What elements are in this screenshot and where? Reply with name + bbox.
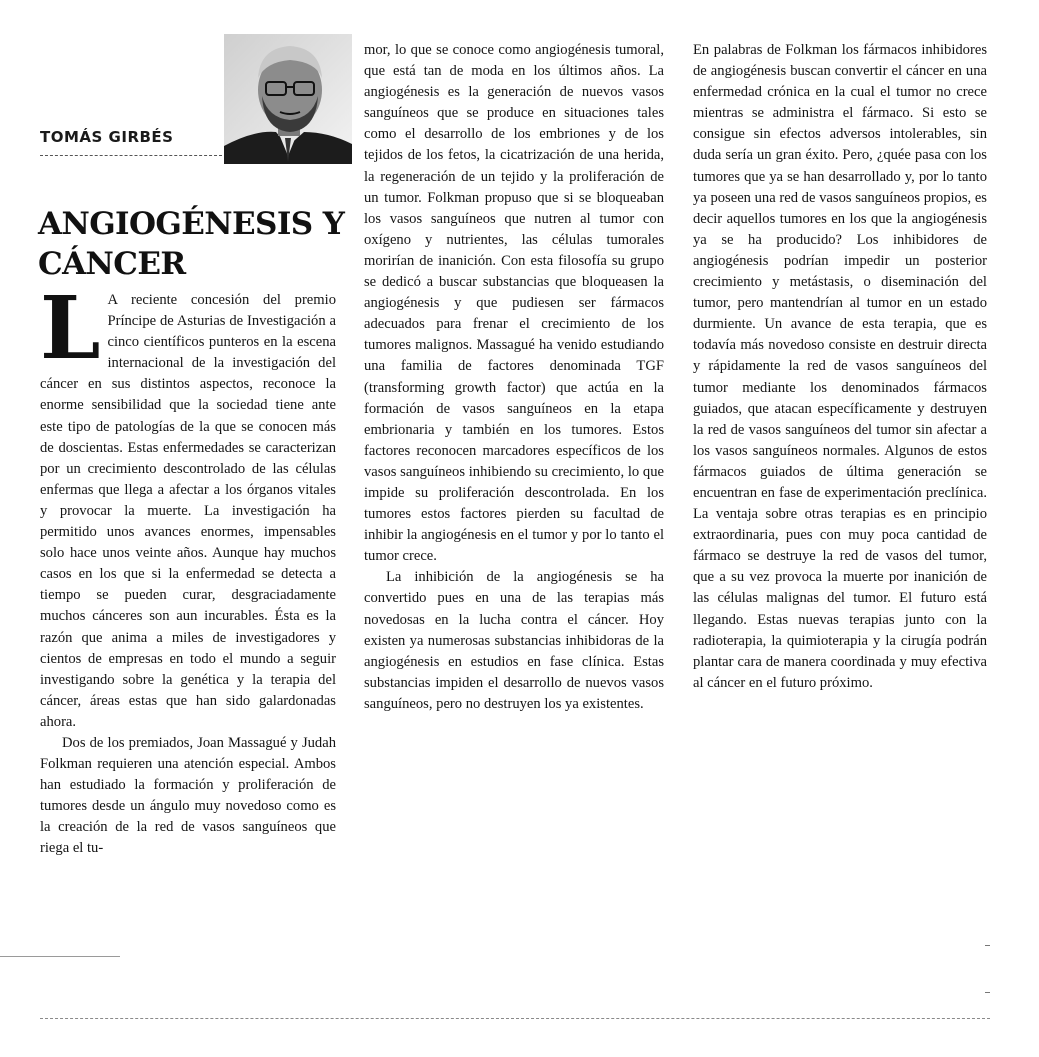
article-paragraph: La inhibición de la angiogénesis se ha convertido pues en una de las terapias más novedosas en la lucha contra el cáncer. Hoy existen ya numerosas substancias inhibidoras de la angiogénesis en estudios en fase clínica. Estas substancias impiden el desarrollo de nuevos vasos sanguíneos, pero no destruyen los ya existentes. <box>364 569 664 712</box>
author-portrait-image <box>224 34 352 164</box>
article-column-3 <box>693 40 987 694</box>
drop-cap: L <box>40 278 101 379</box>
article-paragraph: En palabras de Folkman los fármacos inhibidores de angiogénesis buscan convertir el cáncer en una enfermedad crónica en la cual el tumor no crece mientras se administra el fármaco. Si esto se consigue sin efectos adversos intolerables, sin duda sería un gran éxito. Pero, ¿quée pasa con los tumores que ya se han desarrollado y, por lo tanto ya poseen una red de vasos sanguíneos propios, es decir aquellos tumores en los que la angiogénesis ya se ha producido? Los inhibidores de angiogénesis podrían impedir un posterior crecimiento y metástasis, o diseminación del tumor, pero mantendrían al tumor en un estado durmiente. Un avance de esta terapia, que es todavía más novedoso consiste en destruir directa y rápidamente la red de vasos sanguíneos del tumor mediante los denominados fármacos guiados, que atacan específicamente y destruyen la red de vasos sanguíneos del tumor sin afectar a los vasos sanguíneos normales. Algunos de estos fármacos guiados de última generación se encuentran en fase de experimentación preclínica. La ventaja sobre otras terapias es en principio extraordinaria, pues con muy poca cantidad de fármaco se destruye la red de vasos del tumor, que a su vez provoca la muerte por inanición de las células malignas del tumor. El futuro está llegando. Estas nuevas terapias junto con la radioterapia, la quimioterapia y la cirugía podrán plantar cara de manera coordinada y muy efectiva al cáncer en el futuro próximo. <box>693 42 987 691</box>
article-column-1 <box>40 278 336 860</box>
article-paragraph: Dos de los premiados, Joan Massagué y Judah Folkman requieren una atención especial. Ambos han estudiado la formación y proliferación de tumores desde un ángulo muy novedoso como es la creación de la red de vasos sanguíneos que riega el tu- <box>40 734 336 857</box>
article-paragraph <box>40 278 336 733</box>
article-column-2 <box>364 40 664 715</box>
scan-line-mark <box>0 956 120 957</box>
scan-speck <box>985 992 990 993</box>
article-headline: ANGIOGÉNESIS Y CÁNCER <box>38 205 345 282</box>
bottom-divider <box>40 1018 990 1019</box>
author-photo <box>224 34 352 164</box>
byline-divider <box>40 155 222 156</box>
scan-speck <box>985 945 990 946</box>
paragraph-text: A reciente concesión del premio Príncipe de Asturias de Investigación a cinco científicos punteros en la escena internacional de la investigación del cáncer en sus distintos aspectos, reconoce la enorme sensibilidad que la sociedad tiene ante este tipo de patologías de la que se conocen más de doscientas. Estas enfermedades se caracterizan por un crecimiento descontrolado de las células enfermas que llega a afectar a los órganos vitales y provocar la muerte. La investigación ha permitido unos avances enormes, impensables solo hace unos veinte años. Aunque hay muchos casos en los que si la enfermedad se detecta a tiempo se pueden curar, desgraciadamente muchos cánceres son aun incurables. Ésta es la razón que anima a miles de investigadores y cientos de empresas en todo el mundo a seguir investigando sobre la genética y la terapia del cáncer, áreas estas que han sido galardonadas ahora. <box>40 292 336 730</box>
author-byline: TOMÁS GIRBÉS <box>40 128 174 146</box>
article-paragraph: mor, lo que se conoce como angiogénesis tumoral, que está tan de moda en los últimos años. La angiogénesis es la generación de nuevos vasos sanguíneos que se produce en situaciones tales como el desarrollo de los embriones y de los tejidos de los fetos, la cicatrización de una herida, la regeneración de un tejido y la proliferación de un tumor. Folkman propuso que si se bloqueaban los vasos sanguíneos que nutren al tumor con oxígeno y nutrientes, las células tumorales morirían de inanición. Con esta filosofía su grupo se dedicó a buscar substancias que bloqueasen la angiogénesis y que pudiesen ser fármacos adecuados para frenar el crecimiento de los tumores malignos. Massagué ha venido estudiando una familia de factores denominada TGF (transforming growth factor) que actúa en la formación de vasos sanguíneos en la etapa embrionaria y también en los tumores. Estos factores reconocen marcadores específicos de los vasos sanguíneos inhibiendo su crecimiento, lo que impide su proliferación descontrolada. En los tumores estos factores pierden su facultad de inhibir la angiogénesis en el tumor y por lo tanto el tumor crece. <box>364 42 664 565</box>
